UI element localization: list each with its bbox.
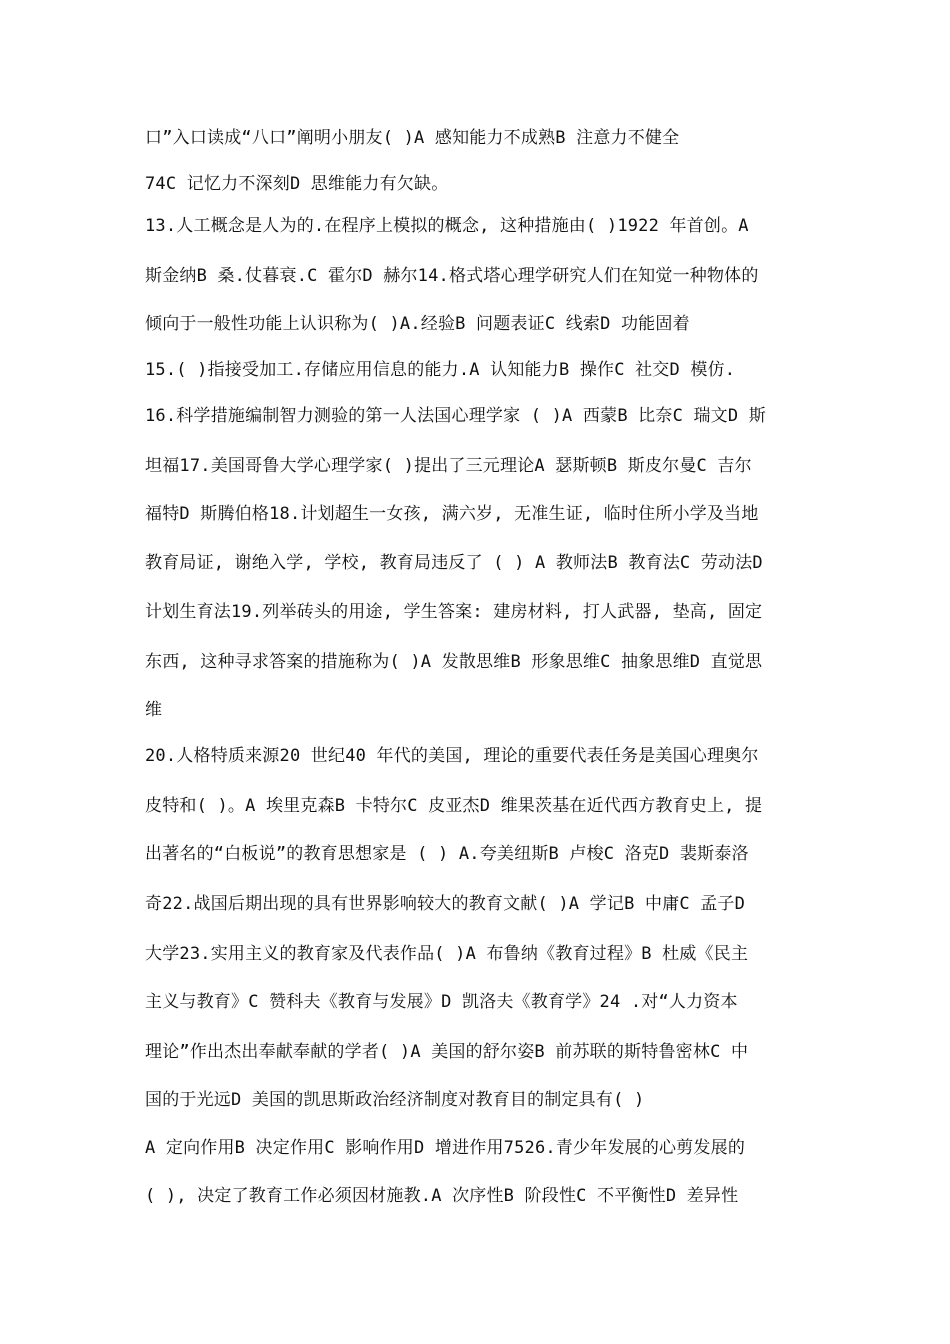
text-line: 倾向于一般性功能上认识称为( )A.经验B 问题表证C 线索D 功能固着 xyxy=(145,314,690,334)
text-line: 教育局证, 谢绝入学, 学校, 教育局违反了 ( ) A 教师法B 教育法C 劳动法D xyxy=(145,553,763,573)
text-line: 主义与教育》C 赞科夫《教育与发展》D 凯洛夫《教育学》24 .对“人力资本 xyxy=(145,992,738,1012)
text-line: 东西, 这种寻求答案的措施称为( )A 发散思维B 形象思维C 抽象思维D 直觉思 xyxy=(145,652,763,672)
text-line: 维 xyxy=(145,700,163,720)
text-line: 计划生育法19.列举砖头的用途, 学生答案: 建房材料, 打人武器, 垫高, 固定 xyxy=(145,602,763,622)
text-line: 国的于光远D 美国的凯思斯政治经济制度对教育目的制定具有( ) xyxy=(145,1090,645,1110)
text-line: 坦福17.美国哥鲁大学心理学家( )提出了三元理论A 瑟斯顿B 斯皮尔曼C 吉尔 xyxy=(145,456,752,476)
text-line: 福特D 斯腾伯格18.计划超生一女孩, 满六岁, 无准生证, 临时住所小学及当地 xyxy=(145,504,759,524)
text-line: 大学23.实用主义的教育家及代表作品( )A 布鲁纳《教育过程》B 杜威《民主 xyxy=(145,944,749,964)
text-line: 20.人格特质来源20 世纪40 年代的美国, 理论的重要代表任务是美国心理奥尔 xyxy=(145,746,759,766)
text-line: 皮特和( )。A 埃里克森B 卡特尔C 皮亚杰D 维果茨基在近代西方教育史上, 提 xyxy=(145,796,763,816)
text-line: 15.( )指接受加工.存储应用信息的能力.A 认知能力B 操作C 社交D 模仿. xyxy=(145,360,736,380)
text-line: 出著名的“白板说”的教育思想家是 ( ) A.夸美纽斯B 卢梭C 洛克D 裴斯泰洛 xyxy=(145,844,749,864)
text-line: A 定向作用B 决定作用C 影响作用D 增进作用7526.青少年发展的心剪发展的 xyxy=(145,1138,746,1158)
text-line: 13.人工概念是人为的.在程序上模拟的概念, 这种措施由( )1922 年首创。A xyxy=(145,216,749,236)
text-line: 16.科学措施编制智力测验的第一人法国心理学家 ( )A 西蒙B 比奈C 瑞文D 斯 xyxy=(145,406,766,426)
text-line: 奇22.战国后期出现的具有世界影响较大的教育文献( )A 学记B 中庸C 孟子D xyxy=(145,894,746,914)
text-line: 斯金纳B 桑.仗暮衰.C 霍尔D 赫尔14.格式塔心理学研究人们在知觉一种物体的 xyxy=(145,266,759,286)
text-line: 口”入口读成“八口”阐明小朋友( )A 感知能力不成熟B 注意力不健全 xyxy=(145,128,680,148)
text-line: 74C 记忆力不深刻D 思维能力有欠缺。 xyxy=(145,174,449,194)
text-line: ( ), 决定了教育工作必须因材施教.A 次序性B 阶段性C 不平衡性D 差异性 xyxy=(145,1186,739,1206)
text-line: 理论”作出杰出奉献奉献的学者( )A 美国的舒尔姿B 前苏联的斯特鲁密林C 中 xyxy=(145,1042,749,1062)
